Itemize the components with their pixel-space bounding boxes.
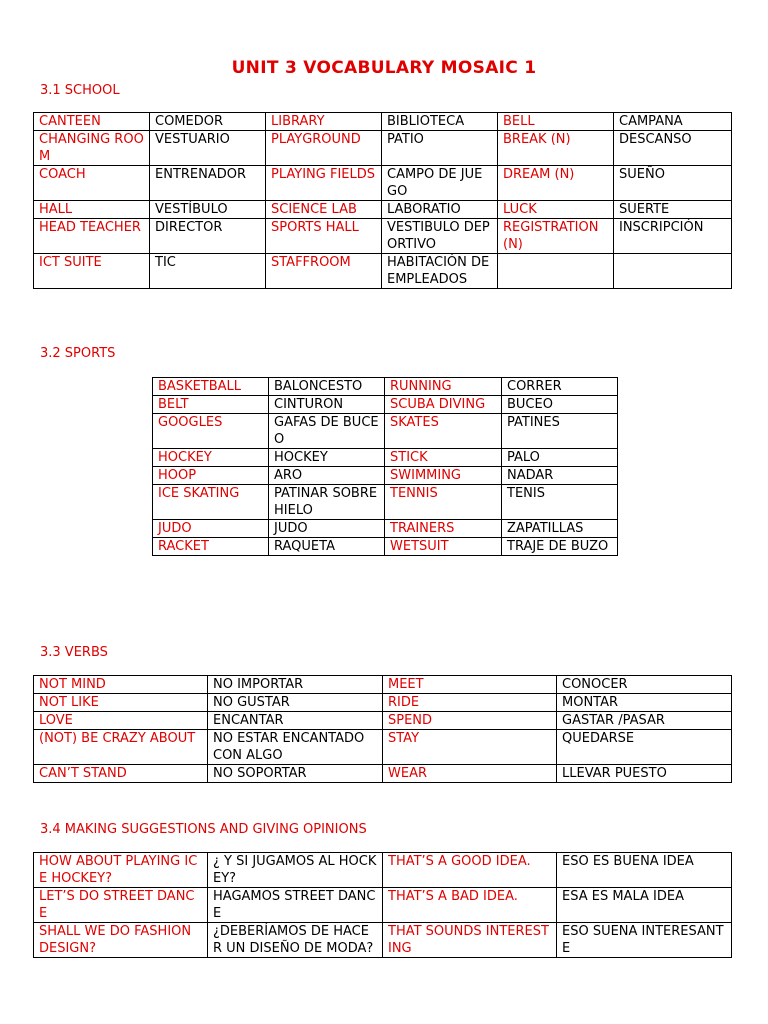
spanish-translation-cell: DESCANSO [614,131,732,166]
spanish-translation-cell: NADAR [502,467,618,485]
english-term-cell: STAFFROOM [266,254,382,289]
english-term-cell: CANTEEN [34,113,150,131]
spanish-translation-cell: ¿DEBERÍAMOS DE HACER UN DISEÑO DE MODA? [208,923,383,958]
spanish-translation-cell: NO ESTAR ENCANTADO CON ALGO [208,730,383,765]
spanish-translation-cell: PALO [502,449,618,467]
english-term-cell: SCUBA DIVING [385,396,502,414]
vocab-table-verbs [33,675,732,783]
english-term-cell [498,254,614,289]
spanish-translation-cell: CONOCER [557,676,732,694]
spanish-translation-cell: LLEVAR PUESTO [557,765,732,783]
english-term-cell: ICT SUITE [34,254,150,289]
english-term-cell: HOOP [153,467,269,485]
spanish-translation-cell: GASTAR /PASAR [557,712,732,730]
english-term-cell: PLAYGROUND [266,131,382,166]
spanish-translation-cell: CAMPANA [614,113,732,131]
english-term-cell: CHANGING ROOM [34,131,150,166]
english-term-cell: RUNNING [385,378,502,396]
spanish-translation-cell: TRAJE DE BUZO [502,538,618,556]
spanish-translation-cell: NO SOPORTAR [208,765,383,783]
english-term-cell: HOCKEY [153,449,269,467]
spanish-translation-cell: VESTÍBULO [150,201,266,219]
english-term-cell: JUDO [153,520,269,538]
page-title: UNIT 3 VOCABULARY MOSAIC 1 [231,58,537,78]
spanish-translation-cell: ZAPATILLAS [502,520,618,538]
table-row [153,378,618,396]
spanish-translation-cell: INSCRIPCIÓN [614,219,732,254]
vocab-table-school [33,112,732,289]
english-term-cell: NOT LIKE [34,694,208,712]
spanish-translation-cell: BUCEO [502,396,618,414]
english-term-cell: BELL [498,113,614,131]
spanish-translation-cell: ESO ES BUENA IDEA [557,853,732,888]
english-term-cell: WEAR [383,765,557,783]
english-term-cell: SKATES [385,414,502,449]
spanish-translation-cell: HAGAMOS STREET DANCE [208,888,383,923]
table-row [34,888,732,923]
spanish-translation-cell: CAMPO DE JUEGO [382,166,498,201]
table-row [34,923,732,958]
spanish-translation-cell: ESO SUENA INTERESANTE [557,923,732,958]
english-term-cell: SHALL WE DO FASHION DESIGN? [34,923,208,958]
table-row [34,694,732,712]
spanish-translation-cell: VESTIBULO DEPORTIVO [382,219,498,254]
spanish-translation-cell: ESA ES MALA IDEA [557,888,732,923]
english-term-cell: SPORTS HALL [266,219,382,254]
english-term-cell: WETSUIT [385,538,502,556]
spanish-translation-cell: ENTRENADOR [150,166,266,201]
english-term-cell: BASKETBALL [153,378,269,396]
section-heading-suggestions: 3.4 MAKING SUGGESTIONS AND GIVING OPINIONS [40,822,367,837]
spanish-translation-cell: DIRECTOR [150,219,266,254]
table-row [34,730,732,765]
spanish-translation-cell: ENCANTAR [208,712,383,730]
english-term-cell: ICE SKATING [153,485,269,520]
table-row [34,131,732,166]
table-row [34,765,732,783]
english-term-cell: HALL [34,201,150,219]
english-term-cell: RACKET [153,538,269,556]
english-term-cell: RIDE [383,694,557,712]
spanish-translation-cell [614,254,732,289]
spanish-translation-cell: BALONCESTO [269,378,385,396]
spanish-translation-cell: NO IMPORTAR [208,676,383,694]
spanish-translation-cell: ARO [269,467,385,485]
english-term-cell: DREAM (N) [498,166,614,201]
spanish-translation-cell: QUEDARSE [557,730,732,765]
spanish-translation-cell: HOCKEY [269,449,385,467]
table-row [153,485,618,520]
english-term-cell: TENNIS [385,485,502,520]
english-term-cell: (NOT) BE CRAZY ABOUT [34,730,208,765]
english-term-cell: LOVE [34,712,208,730]
spanish-translation-cell: NO GUSTAR [208,694,383,712]
table-row [34,676,732,694]
spanish-translation-cell: ¿ Y SI JUGAMOS AL HOCKEY? [208,853,383,888]
spanish-translation-cell: PATIO [382,131,498,166]
table-row [153,414,618,449]
english-term-cell: THAT’S A BAD IDEA. [383,888,557,923]
spanish-translation-cell: SUERTE [614,201,732,219]
section-heading-school: 3.1 SCHOOL [40,83,120,98]
spanish-translation-cell: TENIS [502,485,618,520]
spanish-translation-cell: LABORATIO [382,201,498,219]
table-row [34,201,732,219]
english-term-cell: CAN’T STAND [34,765,208,783]
section-heading-sports: 3.2 SPORTS [40,346,116,361]
table-row [34,219,732,254]
spanish-translation-cell: GAFAS DE BUCEO [269,414,385,449]
spanish-translation-cell: CINTURON [269,396,385,414]
english-term-cell: GOOGLES [153,414,269,449]
english-term-cell: HOW ABOUT PLAYING ICE HOCKEY? [34,853,208,888]
spanish-translation-cell: JUDO [269,520,385,538]
english-term-cell: REGISTRATION (N) [498,219,614,254]
english-term-cell: THAT’S A GOOD IDEA. [383,853,557,888]
spanish-translation-cell: MONTAR [557,694,732,712]
spanish-translation-cell: COMEDOR [150,113,266,131]
english-term-cell: HEAD TEACHER [34,219,150,254]
english-term-cell: PLAYING FIELDS [266,166,382,201]
section-heading-verbs: 3.3 VERBS [40,645,108,660]
table-row [34,712,732,730]
table-row [34,254,732,289]
english-term-cell: THAT SOUNDS INTERESTING [383,923,557,958]
table-row [153,396,618,414]
spanish-translation-cell: PATINES [502,414,618,449]
english-term-cell: SWIMMING [385,467,502,485]
english-term-cell: TRAINERS [385,520,502,538]
english-term-cell: SCIENCE LAB [266,201,382,219]
table-row [34,853,732,888]
english-term-cell: BREAK (N) [498,131,614,166]
spanish-translation-cell: PATINAR SOBRE HIELO [269,485,385,520]
english-term-cell: STICK [385,449,502,467]
english-term-cell: STAY [383,730,557,765]
table-row [153,467,618,485]
spanish-translation-cell: BIBLIOTECA [382,113,498,131]
table-row [153,538,618,556]
spanish-translation-cell: TIC [150,254,266,289]
spanish-translation-cell: SUEÑO [614,166,732,201]
table-row [34,166,732,201]
english-term-cell: MEET [383,676,557,694]
english-term-cell: LET’S DO STREET DANCE [34,888,208,923]
vocab-table-suggestions [33,852,732,958]
english-term-cell: COACH [34,166,150,201]
table-row [153,449,618,467]
english-term-cell: NOT MIND [34,676,208,694]
spanish-translation-cell: HABITACIÓN DE EMPLEADOS [382,254,498,289]
table-row [34,113,732,131]
english-term-cell: LUCK [498,201,614,219]
english-term-cell: LIBRARY [266,113,382,131]
spanish-translation-cell: VESTUARIO [150,131,266,166]
vocab-table-sports [152,377,618,556]
spanish-translation-cell: RAQUETA [269,538,385,556]
table-row [153,520,618,538]
spanish-translation-cell: CORRER [502,378,618,396]
english-term-cell: BELT [153,396,269,414]
english-term-cell: SPEND [383,712,557,730]
